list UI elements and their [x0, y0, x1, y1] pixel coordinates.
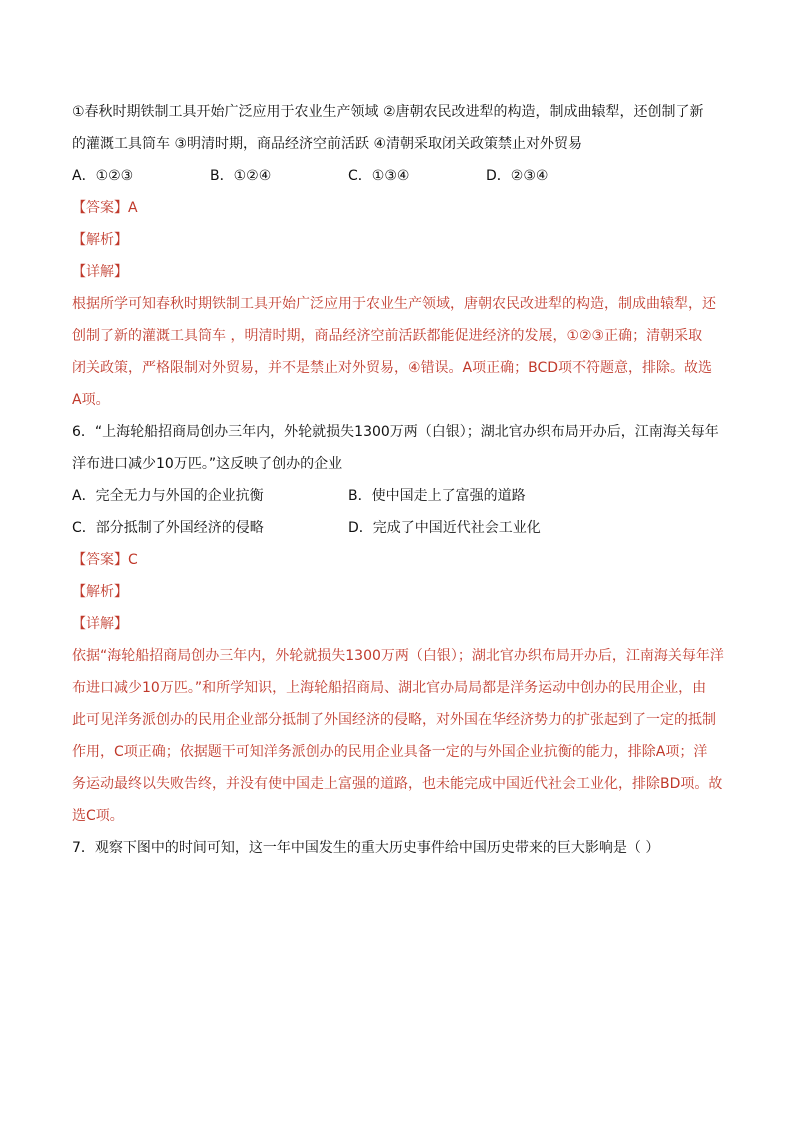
q5-option-a: A．①②③	[72, 168, 134, 184]
q5-answer	[72, 192, 722, 224]
answer-tag: 【答案】	[72, 200, 128, 216]
q5-option-b: B．①②④	[210, 168, 272, 184]
q5-detail-line-1: 根据所学可知春秋时期铁制工具开始广泛应用于农业生产领域，唐朝农民改进犁的构造，制成曲辕犁，还	[72, 296, 716, 312]
q5-detail-line-3-mark: ④	[408, 360, 421, 376]
answer-value: C	[128, 552, 138, 568]
q5-detail-line-2	[72, 320, 722, 352]
q6-detail-line: 此可见洋务派创办的民用企业部分抵制了外国经济的侵略，对外国在华经济势力的扩张起到了一定的抵制	[72, 712, 716, 728]
detail-tag-text: 【详解】	[72, 264, 128, 280]
answer-value: A	[128, 200, 138, 216]
q5-detail-line-2-end: 正确；清朝采取	[604, 328, 703, 344]
analysis-tag-text: 【解析】	[72, 232, 128, 248]
q5-options	[72, 160, 722, 192]
q6-analysis-tag	[72, 576, 722, 608]
q6-option-d: D．完成了中国近代社会工业化	[348, 520, 541, 536]
answer-tag: 【答案】	[72, 552, 128, 568]
q7-stem: 7．观察下图中的时间可知，这一年中国发生的重大历史事件给中国历史带来的巨大影响是（ ）	[72, 840, 660, 856]
q5-option-c: C．①③④	[348, 168, 410, 184]
q6-detail-line: 依据“海轮船招商局创办三年内，外轮就损失1300万两（白银）；湖北官办织布局开办后，江南海关每年洋	[72, 648, 724, 664]
q6-detail-line: 布进口减少10万匹。”和所学知识，上海轮船招商局、湖北官办局局都是洋务运动中创办的民用企业，由	[72, 680, 707, 696]
q5-stem-line-1: ①春秋时期铁制工具开始广泛应用于农业生产领域 ②唐朝农民改进犁的构造，制成曲辕犁，还创制了新	[72, 104, 704, 120]
q6-option-c: C．部分抵制了外国经济的侵略	[72, 520, 264, 536]
q5-stem-line-2: 的灌溉工具筒车 ③明清时期，商品经济空前活跃 ④清朝采取闭关政策禁止对外贸易	[72, 136, 582, 152]
q5-detail-line-2-text: 创制了新的灌溉工具筒车 ，明清时期，商品经济空前活跃都能促进经济的发展，	[72, 328, 567, 344]
q5-detail-tag	[72, 256, 722, 288]
document-page	[72, 96, 722, 864]
q5-detail-line-3-end: 错误。A项正确；BCD项不符题意，排除。故选	[420, 360, 713, 376]
q6-option-b: B．使中国走上了富强的道路	[348, 488, 526, 504]
q5-detail-line-3-text: 闭关政策，严格限制对外贸易，并不是禁止对外贸易，	[72, 360, 408, 376]
q6-stem-line-1: 6．“上海轮船招商局创办三年内，外轮就损失1300万两（白银）；湖北官办织布局开办后，江南海关每年	[72, 424, 719, 440]
q6-detail-paragraph	[72, 640, 722, 832]
q6-options-row-1	[72, 480, 722, 512]
analysis-tag-text: 【解析】	[72, 584, 128, 600]
q5-detail-line-2-marks: ①②③	[566, 328, 605, 344]
q6-options-row-2	[72, 512, 722, 544]
q6-stem-line-2: 洋布进口减少10万匹。”这反映了创办的企业	[72, 456, 343, 472]
q5-detail-line-4: A项。	[72, 392, 110, 408]
q6-detail-line: 作用，C项正确；依据题干可知洋务派创办的民用企业具备一定的与外国企业抗衡的能力，排除A项；洋	[72, 744, 708, 760]
q6-option-a: A．完全无力与外国的企业抗衡	[72, 488, 264, 504]
q6-detail-line: 务运动最终以失败告终，并没有使中国走上富强的道路，也未能完成中国近代社会工业化，排除BD项。故	[72, 776, 723, 792]
q5-analysis-tag	[72, 224, 722, 256]
q6-detail-tag	[72, 608, 722, 640]
q5-option-d: D．②③④	[486, 168, 549, 184]
q6-answer	[72, 544, 722, 576]
q6-detail-line: 选C项。	[72, 808, 124, 824]
detail-tag-text: 【详解】	[72, 616, 128, 632]
q5-detail-line-3	[72, 352, 722, 384]
